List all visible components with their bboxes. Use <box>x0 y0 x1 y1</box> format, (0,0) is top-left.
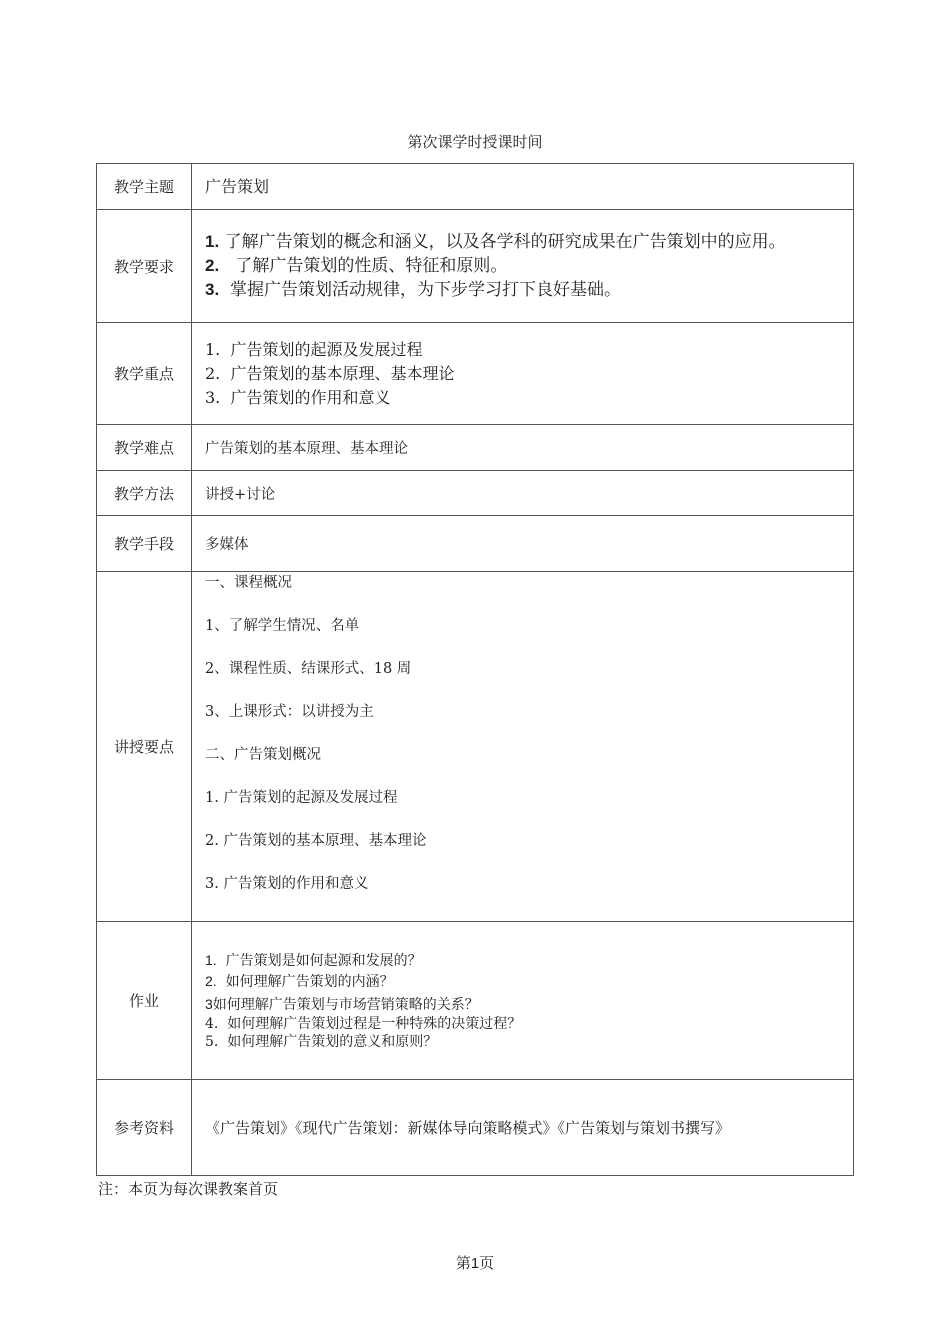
lecture-line: 一、课程概况 <box>205 575 292 591</box>
requirements-label: 教学要求 <box>97 210 192 323</box>
method-value: 讲授+讨论 <box>192 471 854 516</box>
lecture-line: 3. 广告策划的作用和意义 <box>205 876 369 892</box>
lesson-plan-table <box>96 163 854 1176</box>
lecture-line: 2. 广告策划的基本原理、基本理论 <box>205 833 427 849</box>
requirements-list <box>192 210 854 323</box>
lecture-line: 二、广告策划概况 <box>205 747 321 763</box>
references-row <box>97 1080 854 1176</box>
key-points-row <box>97 323 854 425</box>
difficulties-label: 教学难点 <box>97 425 192 471</box>
method-row <box>97 471 854 516</box>
method-label: 教学方法 <box>97 471 192 516</box>
homework-item: 5. 如何理解广告策划的意义和原则？ <box>205 1034 438 1050</box>
references-value: 《广告策划》《现代广告策划：新媒体导向策略模式》《广告策划与策划书撰写》 <box>192 1080 854 1176</box>
lecture-line: 3、上课形式：以讲授为主 <box>205 704 374 720</box>
homework-item: 3如何理解广告策划与市场营销策略的关系？ <box>205 996 479 1013</box>
key-points-label: 教学重点 <box>97 323 192 425</box>
homework-label: 作业 <box>97 922 192 1080</box>
homework-row <box>97 922 854 1080</box>
requirements-row <box>97 210 854 323</box>
homework-list <box>192 922 854 1080</box>
requirement-item: 1. 了解广告策划的概念和涵义，以及各学科的研究成果在广告策划中的应用。 <box>205 232 786 252</box>
difficulties-row <box>97 425 854 471</box>
homework-item: 4. 如何理解广告策划过程是一种特殊的决策过程？ <box>205 1016 522 1032</box>
homework-item: 1. 广告策划是如何起源和发展的？ <box>205 952 422 969</box>
difficulties-value: 广告策划的基本原理、基本理论 <box>192 425 854 471</box>
means-label: 教学手段 <box>97 516 192 572</box>
requirement-item: 2. 了解广告策划的性质、特征和原则。 <box>205 256 508 276</box>
key-point-item: 1. 广告策划的起源及发展过程 <box>205 339 423 359</box>
lecture-line: 1、了解学生情况、名单 <box>205 618 360 634</box>
footer-note: 注：本页为每次课教案首页 <box>98 1180 279 1198</box>
means-value: 多媒体 <box>192 516 854 572</box>
key-points-list <box>192 323 854 425</box>
key-point-item: 2. 广告策划的基本原理、基本理论 <box>205 363 455 383</box>
lecture-line: 2、课程性质、结课形式、18 周 <box>205 661 412 677</box>
topic-value: 广告策划 <box>192 164 854 210</box>
lecture-row <box>97 572 854 922</box>
topic-label: 教学主题 <box>97 164 192 210</box>
lecture-line: 1. 广告策划的起源及发展过程 <box>205 790 398 806</box>
requirement-item: 3. 掌握广告策划活动规律，为下步学习打下良好基础。 <box>205 280 621 300</box>
key-point-item: 3. 广告策划的作用和意义 <box>205 387 391 407</box>
topic-row <box>97 164 854 210</box>
lecture-points <box>192 572 854 922</box>
page-number: 第1页 <box>455 1254 495 1272</box>
page-title: 第次课学时授课时间 <box>407 133 543 151</box>
homework-item: 2. 如何理解广告策划的内涵？ <box>205 973 394 990</box>
references-label: 参考资料 <box>97 1080 192 1176</box>
lecture-label: 讲授要点 <box>97 572 192 922</box>
means-row <box>97 516 854 572</box>
